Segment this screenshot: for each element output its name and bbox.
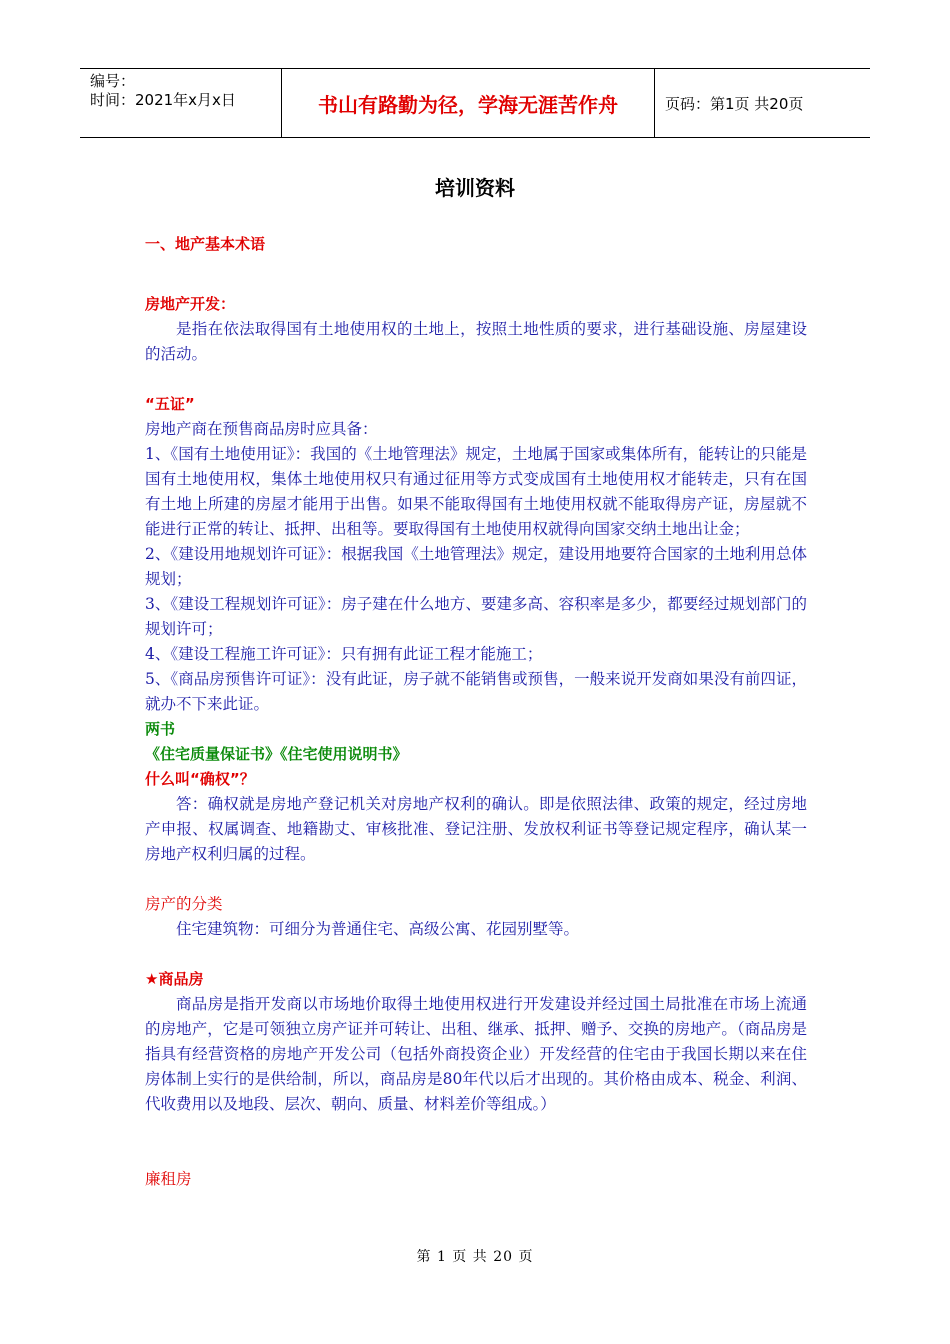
number-label: 编号： <box>90 72 136 90</box>
cert-item-4: 4、《建设工程施工许可证》：只有拥有此证工程才能施工； <box>145 645 543 663</box>
two-books-names: 《住宅质量保证书》《住宅使用说明书》 <box>145 745 408 763</box>
header-meta <box>80 69 282 137</box>
cert-item-3: 3、《建设工程规划许可证》：房子建在什么地方、要建多高、容积率是多少，都要经过规划部门的规划许可； <box>145 595 807 638</box>
commodity-heading: ★商品房 <box>145 970 204 988</box>
time-label: 时间：2021年x月x日 <box>90 91 236 109</box>
dev-heading: 房地产开发： <box>145 295 236 313</box>
cert-item-5: 5、《商品房预售许可证》：没有此证，房子就不能销售或预售，一般来说开发商如果没有前四证，就办不下来此证。 <box>145 670 807 713</box>
confirm-text: 答：确权就是房地产登记机关对房地产权利的确认。即是依照法律、政策的规定，经过房地产申报、权属调查、地籍勘丈、审核批准、登记注册、发放权利证书等登记规定程序，确认某一房地产权利归属的过程。 <box>145 795 807 863</box>
page-footer: 第 1 页 共 20 页 <box>416 1249 534 1265</box>
cert-item-2: 2、《建设用地规划许可证》：根据我国《土地管理法》规定，建设用地要符合国家的土地利用总体规划； <box>145 545 807 588</box>
classify-heading: 房产的分类 <box>145 895 223 913</box>
document-body <box>145 232 807 1192</box>
header-page-info: 页码：第1页 共20页 <box>665 94 804 113</box>
lowrent-heading: 廉租房 <box>145 1170 192 1188</box>
five-certs-heading: “五证” <box>145 395 195 413</box>
cert-item-1: 1、《国有土地使用证》：我国的《土地管理法》规定，土地属于国家或集体所有，能转让的只能是国有土地使用权，集体土地使用权只有通过征用等方式变成国有土地使用权才能转走，只有在国有土地上所建的房屋才能用于出售。如果不能取得国有土地使用权就不能取得房产证，房屋就不能进行正常的转让、抵押、出租等。要取得国有土地使用权就得向国家交纳土地出让金； <box>145 445 807 538</box>
header-motto: 书山有路勤为径，学海无涯苦作舟 <box>282 69 655 137</box>
section-heading-terms: 一、地产基本术语 <box>145 235 266 253</box>
document-title: 培训资料 <box>435 176 515 200</box>
document-header <box>80 68 870 138</box>
dev-text: 是指在依法取得国有土地使用权的土地上，按照土地性质的要求，进行基础设施、房屋建设的活动。 <box>145 320 807 363</box>
five-certs-intro: 房地产商在预售商品房时应具备： <box>145 420 378 438</box>
classify-text: 住宅建筑物：可细分为普通住宅、高级公寓、花园别墅等。 <box>176 920 580 938</box>
confirm-heading: 什么叫“确权”？ <box>145 770 255 788</box>
two-books-heading: 两书 <box>145 720 176 738</box>
commodity-text: 商品房是指开发商以市场地价取得土地使用权进行开发建设并经过国土局批准在市场上流通的房地产，它是可领独立房产证并可转让、出租、继承、抵押、赠予、交换的房地产。（商品房是指具有经营资格的房地产开发公司（包括外商投资企业）开发经营的住宅由于我国长期以来在住房体制上实行的是供给制，所以，商品房是80年代以后才出现的。其价格由成本、税金、利润、代收费用以及地段、层次、朝向、质量、材料差价等组成。） <box>145 995 807 1113</box>
